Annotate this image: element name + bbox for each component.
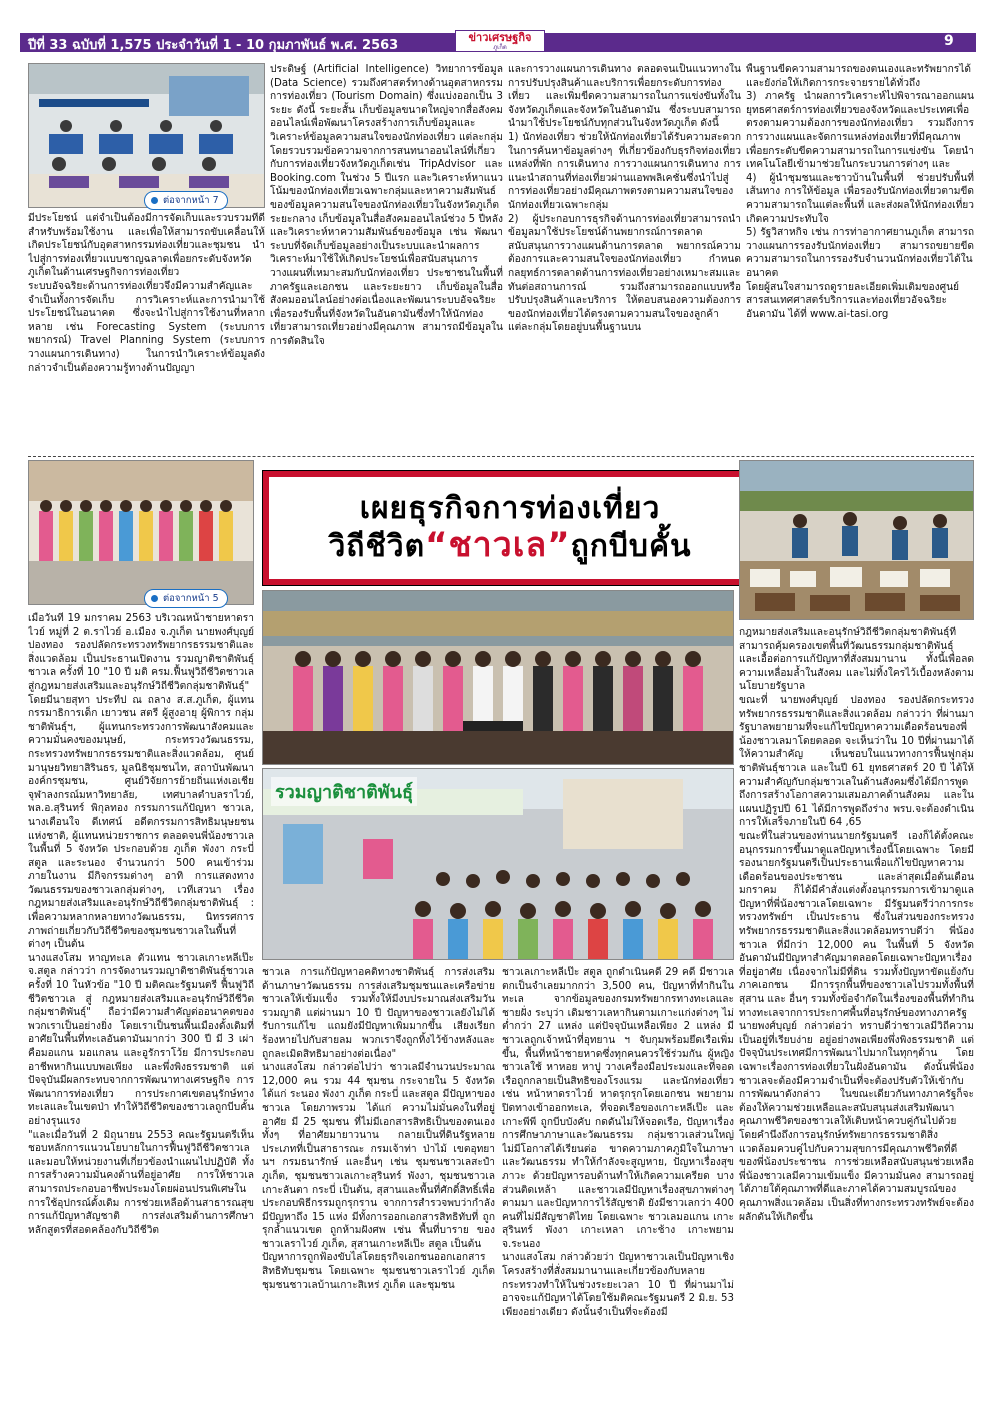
continued-from-page-5-tag: ต่อจากหน้า 5 (144, 589, 228, 608)
main-col2-text: ชาวเล การแก้ปัญหาอคติทางชาติพันธุ์ การส่งเสริมด้านภาษาวัฒนธรรม การส่งเสริมชุมชนและเครือข่ายชาวเลให้เข้มแข็ง รวมทั้งให้มีงบประมาณส่งเสริมวันรวมญาติ แต่ผ่านมา 10 ปี ปัญหาของชาวเลยังไม่ได้รับการแก้ไข แถมยังมีปัญหาเพิ่มมากขึ้น เสียงเรียกร้องหายไปกับสายลม พวกเราจึงถูกทิ้งไว้ข้างหลังและถูกละเมิดสิทธิมาอย่างต่อเนื่อง" นางแสงโสม กล่าวต่อไปว่า ชาวเลมีจำนวนประมาณ 12,000 คน รวม 44 ชุมชน กระจายใน 5 จังหวัด ได้แก่ ระนอง พังงา ภูเก็ต กระบี่ และสตูล มีปัญหาของชาวเล โดยภาพรวม ได้แก่ ความไม่มั่นคงในที่อยู่อาศัย มี 25 ชุมชน ที่ไม่มีเอกสารสิทธิเป็นของตนเอง ทั้งๆ ที่อาศัยมายาวนาน กลายเป็นที่ดินรัฐหลายประเภทที่เป็นสาธารณะ กรมเจ้าท่า ป่าไม้ เขตอุทยานฯ กรมธนารักษ์ และอื่นๆ เช่น ชุมชนชาวเลสะปำ ภูเก็ต, ชุมชนชาวเลเกาะสุรินทร์ พังงา, ชุมชนชาวเลเกาะลันตา กระบี่ เป็นต้น, สุสานและพื้นที่ศักดิ์สิทธิ์เพื่อประกอบพิธีกรรมถูกรุกราน จากการสำรวจพบว่ากำลังมีปัญหาถึง 15 แห่ง มีทั้งการออกเอกสารสิทธิทับที่ ถูกรุกล้ำแนวเขต ถูกห้ามฝังศพ เช่น พื้นที่บาราย ของชาวเลราไวย์ ภูเก็ต, สุสานเกาะหลีเป๊ะ สตูล เป็นต้น ปัญหาการถูกฟ้องขับไล่โดยธุรกิจเอกชนออกเอกสารสิทธิทับชุมชน โดยเฉพาะ ชุมชนชาวเลราไวย์ ภูเก็ต ชุมชนชาวเลบ้านเกาะสิเหร่ ภูเก็ต และชุมชน (262, 967, 495, 1291)
dancers-illustration (29, 461, 254, 605)
issue-line: ปีที่ 33 ฉบับที่ 1,575 ประจำวันที่ 1 - 10 กุมภาพันธ์ พ.ศ. 2563 (28, 38, 399, 53)
ceremony-photo (262, 590, 734, 765)
main-col1-text: เมื่อวันที่ 19 มกราคม 2563 บริเวณหน้าชายหาดราไวย์ หมู่ที่ 2 ต.ราไวย์ อ.เมือง จ.ภูเก็ต นายพงศ์บุญย์ ปองทอง รองปลัดกระทรวงทรัพยากรธรรมชาติและสิ่งแวดล้อม เป็นประธานเปิดงาน รวมญาติชาติพันธุ์ชาวเล ครั้งที่ 10 "10 ปี มติ ครม.ฟื้นฟูวิถีชีวิตชาวเล สู่กฎหมายส่งเสริมและอนุรักษ์วิถีชีวิตกลุ่มชาติพันธุ์" โดยมีนายสุทา ประทีป ณ ถลาง ส.ส.ภูเก็ต, ผู้แทนกรรมาธิการเด็ก เยาวชน สตรี ผู้สูงอายุ ผู้พิการ กลุ่มชาติพันธุ์ฯ, ผู้แทนกระทรวงการพัฒนาสังคมและความมั่นคงของมนุษย์, กระทรวงวัฒนธรรม, กระทรวงทรัพยากรธรรมชาติและสิ่งแวดล้อม, ศูนย์มานุษยวิทยาสิรินธร, มูลนิธิชุมชนไท, สถาบันพัฒนาองค์กรชุมชน, ศูนย์วิจัยการย้ายถิ่นแห่งเอเชีย จุฬาลงกรณ์มหาวิทยาลัย, เทศบาลตำบลราไวย์, พล.อ.สุรินทร์ พิกุลทอง กรรมการแก้ปัญหา ชาวเล, นางเตือนใจ ดีเทศน์ อดีตกรรมการสิทธิมนุษยชนแห่งชาติ, ผู้แทนหน่วยราชการ ตลอดจนพี่น้องชาวเลในพื้นที่ 5 จังหวัด ประกอบด้วย ภูเก็ต พังงา กระบี่ สตูล และระนอง จำนวนกว่า 500 คนเข้าร่วม ภายในงาน มีกิจกรรมต่างๆ อาทิ การแสดงทางวัฒนธรรมของชาวเลกลุ่มต่างๆ, เวทีเสวนา เรื่อง กฎหมายส่งเสริมและอนุรักษ์วิถีชีวิตกลุ่มชาติพันธุ์ : เพื่อความหลากหลายทางวัฒนธรรม, นิทรรศการภาพถ่ายเกี่ยวกับวิถีชีวิตของชุมชนชาวเลในพื้นที่ต่างๆ เป็นต้น นางแสงโสม หาญทะเล ตัวแทน ชาวเลเกาะหลีเป๊ะ จ.สตูล กล่าวว่า การจัดงานรวมญาติชาติพันธุ์ชาวเล ครั้งที่ 10 ในหัวข้อ "10 ปี มติคณะรัฐมนตรี ฟื้นฟูวิถีชีวิตชาวเล สู่ กฎหมายส่งเสริมและอนุรักษ์วิถีชีวิตกลุ่มชาติพันธุ์" ถือว่ามีความสำคัญต่ออนาคตของพวกเราเป็นอย่างยิ่ง โดยเราเป็นชนพื้นเมืองดั้งเดิมที่อาศัยในพื้นที่ทะเลอันดามันมากว่า 300 ปี มี 3 เผ่า คือมอแกน มอแกลน และอูรักราโว้ย มีการประกอบอาชีพหากินแบบพอเพียง และพึ่งพิงธรรมชาติ แต่ปัจจุบันมีผลกระทบจากการพัฒนาทางเศรษฐกิจ การพัฒนาการท่องเที่ยว การประกาศเขตอนุรักษ์ทางทะเลและในเขตป่า ทำให้วิถีชีวิตของชาวเลถูกบีบคั้นอย่างรุนแรง "และเมื่อวันที่ 2 มิถุนายน 2553 คณะรัฐมนตรีเห็นชอบหลักการแนวนโยบายในการฟื้นฟูวิถีชีวิตชาวเล และมอบให้หน่วยงานที่เกี่ยวข้องนำแผนไปปฏิบัติ ทั้งการสร้างความมั่นคงด้านที่อยู่อาศัย การให้ชาวเลสามารถประกอบอาชีพประมงโดยผ่อนปรนพิเศษในการใช้อุปกรณ์ดั้งเดิม การช่วยเหลือด้านสาธารณสุข การแก้ปัญหาสัญชาติ การส่งเสริมด้านการศึกษาหลักสูตรที่สอดคล้องกับวิถีชีวิต (28, 613, 254, 1236)
main-article-col-1 (28, 612, 254, 1412)
headline-box (262, 470, 758, 586)
continued-from-page-7-tag: ต่อจากหน้า 7 (144, 191, 228, 210)
headline-line-2-pre: วิถีชีวิต (328, 529, 426, 564)
market-illustration (740, 461, 974, 620)
top-article-col-2 (270, 63, 503, 452)
top-article-col-3 (508, 63, 741, 452)
page-header (0, 0, 996, 52)
headline-line-2-post: ถูกบีบคั้น (570, 529, 692, 564)
top-col4-text: พื้นฐานขีดความสามารถของตนเองและทรัพยากรได้ และยังก่อให้เกิดการกระจายรายได้ทั่วถึง 3) ภาครัฐ นำผลการวิเคราะห์ไปพิจารณาออกแผนยุทธศาสตร์การท่องเที่ยวของจังหวัดและประเทศเพื่อตรงตามความต้องการของนักท่องเที่ยว รวมถึงการการวางแผนและจัดการแหล่งท่องเที่ยวที่มีคุณภาพเพื่อยกระดับขีดความสามารถในการแข่งขัน โดยนำเทคโนโลยีเข้ามาช่วยในกระบวนการต่างๆ และ 4) ผู้นำชุมชนและชาวบ้านในพื้นที่ ช่วยปรับพื้นที่ เส้นทาง การให้ข้อมูล เพื่อรองรับนักท่องเที่ยวตามขีดความสามารถในแต่ละพื้นที่ และส่งผลให้นักท่องเที่ยวเกิดความประทับใจ 5) รัฐวิสาหกิจ เช่น การท่าอากาศยานภูเก็ต สามารถวางแผนการรองรับนักท่องเที่ยว สามารถขยายขีดความสามารถในการรองรับจำนวนนักท่องเที่ยวได้ในอนาคต โดยผู้สนใจสามารถดูรายละเอียดเพิ่มเติมของศูนย์สารสนเทศศาสตร์บริการและท่องเที่ยวอัจฉริยะอันดามัน ได้ที่ www.ai-tasi.org (746, 64, 974, 320)
main-article-col-3 (502, 966, 734, 1412)
main-article-col-2 (262, 966, 495, 1412)
logo-title: ข่าวเศรษฐกิจ (468, 30, 532, 44)
main-article-col-4 (739, 626, 974, 1412)
newspaper-logo (455, 30, 545, 52)
main-col3-text: ชาวเลเกาะหลีเป๊ะ สตูล ถูกดำเนินคดี 29 คดี มีชาวเลตกเป็นจำเลยมากกว่า 3,500 คน, ปัญหาที่ทำกินในทะเล จากข้อมูลของกรมทรัพยากรทางทะเลและชายฝั่ง ระบุว่า เดิมชาวเลหากินตามเกาะแก่งต่างๆ ไม่ต่ำกว่า 27 แหล่ง แต่ปัจจุบันเหลือเพียง 2 แหล่ง มีชาวเลถูกเจ้าหน้าที่อุทยาน ฯ จับกุมพร้อมยึดเรือเพิ่มขึ้น, พื้นที่หน้าชายหาดซึ่งทุกคนควรใช้ร่วมกัน ผู้หญิงชาวเลใช้ หาหอย หาปู วางเครื่องมือประมงและที่จอดเรือถูกกลายเป็นสิทธิของโรงแรม และนักท่องเที่ยว เช่น หน้าหาดราไวย์ หาดรุกรุกโดยเอกชน พยายามปิดทางเข้าออกทะเล, ที่จอดเรือของเกาะหลีเป๊ะ และเกาะพีพี ถูกบีบบังคับ กดดันไม่ให้จอดเรือ, ปัญหาเรื่องการศึกษาภาษาและวัฒนธรรม กลุ่มชาวเลส่วนใหญ่ ไม่มีโอกาสได้เรียนต่อ ขาดความภาคภูมิใจในภาษาและวัฒนธรรม ทำให้กำลังจะสูญหาย, ปัญหาเรื่องสุขภาวะ ด้วยปัญหารอบด้านทำให้เกิดความเครียด บางส่วนติดเหล้า และชาวเลมีปัญหาเรื่องสุขภาพต่างๆตามมา และปัญหาการไร้สัญชาติ ยังมีชาวเลกว่า 400 คนที่ไม่มีสัญชาติไทย โดยเฉพาะ ชาวเลมอแกน เกาะสุรินทร์ พังงา เกาะเหลา เกาะช้าง เกาะพยาม จ.ระนอง นางแสงโสม กล่าวด้วยว่า ปัญหาชาวเลเป็นปัญหาเชิงโครงสร้างที่สั่งสมมานานและเกี่ยวข้องกับหลายกระทรวงทำให้ในช่วงระยะเวลา 10 ปี ที่ผ่านมาไม่อาจจะแก้ปัญหาได้โดยใช้มติคณะรัฐมนตรี 2 มิ.ย. 53 เพียงอย่างเดียว ดังนั้นจำเป็นที่จะต้องมี (502, 967, 734, 1318)
main-col4-text: กฎหมายส่งเสริมและอนุรักษ์วิถีชีวิตกลุ่มชาติพันธุ์ที่สามารถคุ้มครองเขตพื้นที่วัฒนธรรมกลุ่มชาติพันธุ์ และเอื้อต่อการแก้ปัญหาที่สั่งสมมานาน ทั้งนี้เพื่อลดความเหลื่อมล้ำในสังคม และไม่ทิ้งใครไว้เบื้องหลังตามนโยบายรัฐบาล ขณะที่ นายพงศ์บุญย์ ปองทอง รองปลัดกระทรวงทรัพยากรธรรมชาติและสิ่งแวดล้อม กล่าวว่า ที่ผ่านมารัฐบาลพยายามที่จะแก้ไขปัญหาความเดือดร้อนของพี่น้องชาวเลมาโดยตลอด จะเห็นว่าใน 10 ปีที่ผ่านมาได้ให้ความสำคัญ เห็นชอบในแนวทางการฟื้นฟูกลุ่มชาติพันธุ์ชาวเล และในปี 61 ยุทธศาสตร์ 20 ปี ได้ให้ความสำคัญกับกลุ่มชาวเลในด้านสังคมซึ่งได้มีการพูดถึงการสร้างโอกาสความเสมอภาคด้านสังคม และในแผนปฏิรูปปี 61 ได้มีการพูดถึงร่าง พรบ.จะต้องดำเนินการให้เสร็จภายในปี 64 ,65 ขณะที่ในส่วนของท่านนายกรัฐมนตรี เองก็ได้ตั้งคณะอนุกรรมการขึ้นมาดูแลปัญหาเรื่องนี้โดยเฉพาะ โดยมีรองนายกรัฐมนตรีเป็นประธานเพื่อแก้ไขปัญหาความเดือดร้อนของประชาชน และล่าสุดเมื่อต้นเดือนมกราคม ก็ได้มีคำสั่งแต่งตั้งอนุกรรมการเข้ามาดูแลปัญหาที่พี่น้องชาวเลโดยเฉพาะ มีรัฐมนตรีว่าการกระทรวงทรัพย์ฯ เป็นประธาน ซึ่งในส่วนของกระทรวงทรัพยากรธรรมชาติและสิ่งแวดล้อมทราบดีว่า พี่น้องชาวเล ที่มีกว่า 12,000 คน ในพื้นที่ 5 จังหวัดอันดามันมีปัญหาสำคัญมาตลอดโดยเฉพาะปัญหาเรื่องที่อยู่อาศัย เนื่องจากไม่มีที่ดิน รวมทั้งปัญหาขัดแย้งกับภาคเอกชน มีการรุกพื้นที่ของชาวเลไปรวมทั้งพื้นที่สุสาน และ อื่นๆ รวมทั้งข้อจำกัดในเรื่องของพื้นที่ทำกินทางทะเลจากการประกาศพื้นที่อนุรักษ์ของทางภาครัฐ นายพงศ์บุญย์ กล่าวต่อว่า ทราบดีว่าชาวเลมีวิถีความเป็นอยู่ที่เรียบง่าย อยู่อย่างพอเพียงพึ่งพิงธรรมชาติ แต่ปัจจุบันประเทศมีการพัฒนาไปมากในทุกๆด้าน โดยเฉพาะเรื่องการท่องเที่ยวในฝั่งอันดามัน ดังนั้นพี่น้องชาวเลจะต้องมีความจำเป็นที่จะต้องปรับตัวให้เข้ากับการพัฒนาดังกล่าว ในขณะเดียวกันทางภาครัฐก็จะต้องให้ความช่วยเหลือและสนับสนุนส่งเสริมพัฒนาคุณภาพชีวิตของชาวเลให้เติบหน้าควบคู่กันไปด้วย โดยคำนึงถึงการอนุรักษ์ทรัพยากรธรรมชาติสิ่งแวดล้อมควบคู่ไปกับความสุขการมีคุณภาพชีวิตที่ดีของพี่น้องประชาชน การช่วยเหลือสนับสนุนช่วยเหลือพี่น้องชาวเลมีความเข้มแข็ง มีความมั่นคง สามารถอยู่ได้ภายใต้คุณภาพที่ดีและภาคได้ความสมบูรณ์ของคุณภาพสิ่งแวดล้อม เป็นสิ่งที่ทางกระทรวงทรัพย์จะต้องผลักดันให้เกิดขึ้น (739, 627, 974, 1223)
headline-line-2 (328, 527, 691, 565)
seminar-illustration (29, 64, 265, 208)
top-col2-text: ประดิษฐ์ (Artificial Intelligence) วิทยาการข้อมูล (Data Science) รวมถึงศาสตร์ทางด้านอุตสาหกรรมการท่องเที่ยว (Tourism Domain) ซึ่งแบ่งออกเป็น 3 ระยะ ดังนี้ ระยะสั้น เก็บข้อมูลขนาดใหญ่จากสื่อสังคมออนไลน์เพื่อพัฒนาโครงสร้างการเก็บข้อมูลและวิเคราะห์ข้อมูลความสนใจของนักท่องเที่ยว แต่ละกลุ่ม โดยรวบรวมข้อความจากการสนทนาออนไลน์ที่เกี่ยวกับการท่องเที่ยวจังหวัดภูเก็ตเช่น TripAdvisor และ Booking.com ในช่วง 5 ปีแรก และวิเคราะห์หาแนวโน้มของนักท่องเที่ยวเฉพาะกลุ่มและหาความสัมพันธ์ของข้อมูลความสนใจของนักท่องเที่ยวในจังหวัดภูเก็ต ระยะกลาง เก็บข้อมูลในสื่อสังคมออนไลน์ช่วง 5 ปีหลัง และวิเคราะห์หาความสัมพันธ์ของข้อมูล เช่น พัฒนาระบบที่จัดเก็บข้อมูลอย่างเป็นระบบและนำผลการวิเคราะห์มาใช้ให้เกิดประโยชน์เพื่อสนับสนุนการวางแผนที่เหมาะสมกับนักท่องเที่ยว ประชาชนในพื้นที่ ภาครัฐและเอกชน และระยะยาว เก็บข้อมูลในสื่อสังคมออนไลน์อย่างต่อเนื่องและพัฒนาระบบอัจฉริยะเพื่อรองรับพื้นที่จังหวัดในอันดามันซึ่งทำให้นักท่องเที่ยวสามารถเที่ยวอย่างมีคุณภาพ สามารถมีข้อมูลในการตัดสินใจ (270, 64, 503, 347)
top-article-col-1 (28, 212, 265, 452)
gathering-banner-text: รวมญาติชาติพันธุ์ (271, 777, 417, 806)
gathering-photo (262, 768, 734, 960)
page-number: 9 (944, 33, 954, 49)
section-divider (28, 456, 974, 457)
top-col3-text: และการวางแผนการเดินทาง ตลอดจนเป็นแนวทางในการปรับปรุงสินค้าและบริการเพื่อยกระดับการท่องเที่ยว และเพิ่มขีดความสามารถในการแข่งขันทั้งในจังหวัดภูเก็ตและจังหวัดในอันดามัน ซึ่งระบบสามารถนำมาใช้ประโยชน์กับทุกส่วนในจังหวัดภูเก็ต ดังนี้ 1) นักท่องเที่ยว ช่วยให้นักท่องเที่ยวได้รับความสะดวกในการค้นหาข้อมูลต่างๆ ที่เกี่ยวข้องกับธุรกิจท่องเที่ยว แหล่งที่พัก การเดินทาง การวางแผนการเดินทาง การแนะนำสถานที่ท่องเที่ยวผ่านแอพพลิเคชั่นซึ่งนำไปสู่การท่องเที่ยวอย่างมีคุณภาพตรงตามความสนใจของนักท่องเที่ยวเฉพาะกลุ่ม 2) ผู้ประกอบการธุรกิจด้านการท่องเที่ยวสามารถนำข้อมูลมาใช้ประโยชน์ด้านพยากรณ์การตลาด สนับสนุนการวางแผนด้านการตลาด พยากรณ์ความต้องการและความสนใจของนักท่องเที่ยว กำหนดกลยุทธ์การตลาดด้านการท่องเที่ยวอย่างเหมาะสมและทันต่อสถานการณ์ รวมถึงสามารถออกแบบหรือปรับปรุงสินค้าและบริการ ให้ตอบสนองความต้องการของนักท่องเที่ยวได้ตรงตามความสนใจของลูกค้าแต่ละกลุ่มโดยอยู่บนพื้นฐานบน (508, 64, 741, 334)
dancers-photo (28, 460, 254, 605)
headline-line-1: เผยธุรกิจการท่องเที่ยว (359, 491, 661, 526)
ceremony-illustration (263, 591, 734, 765)
top-article-col-4 (746, 63, 974, 452)
market-photo (739, 460, 974, 620)
top-col1-text: มีประโยชน์ แต่จำเป็นต้องมีการจัดเก็บและรวบรวมที่ดีสำหรับพร้อมใช้งาน และเพื่อให้สามารถขับเคลื่อนให้เกิดประโยชน์กับอุตสาหกรรมท่องเที่ยวและชุมชน นำไปสู่การท่องเที่ยวแบบชาญฉลาดเพื่อยกระดับจังหวัดภูเก็ตในด้านเศรษฐกิจการท่องเที่ยว ระบบอัจฉริยะด้านการท่องเที่ยวจึงมีความสำคัญและจำเป็นทั้งการจัดเก็บ การวิเคราะห์และการนำมาใช้ประโยชน์ในอนาคต ซึ่งจะนำไปสู่การใช้งานที่หลากหลาย เช่น Forecasting System (ระบบการพยากรณ์) Travel Planning System (ระบบการวางแผนการเดินทาง) ในการนำวิเคราะห์ข้อมูลดังกล่าวจำเป็นต้องความรู้ทางด้านปัญญา (28, 213, 265, 374)
headline-emphasis: “ชาวเล” (425, 525, 571, 565)
logo-subtitle: ภูเก็ต (493, 43, 507, 51)
headline-inner (269, 477, 751, 579)
seminar-photo (28, 63, 265, 208)
